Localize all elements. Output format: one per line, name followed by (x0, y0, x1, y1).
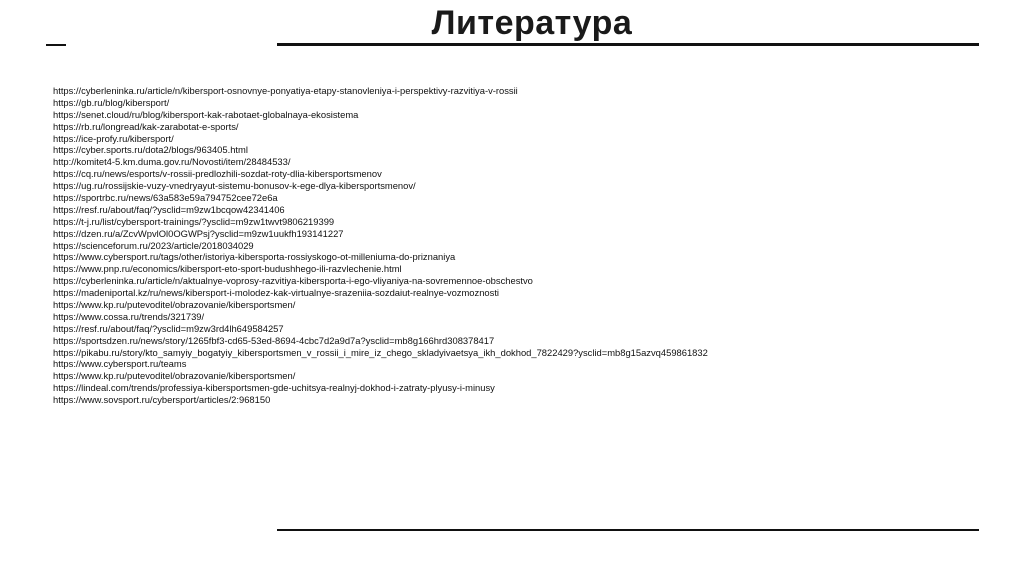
reference-link[interactable]: https://cyberleninka.ru/article/n/kibersport-osnovnye-ponyatiya-etapy-stanovleniya-i-perspektivy-razvitiya-v-rossii (53, 85, 518, 96)
reference-link[interactable]: https://cyberleninka.ru/article/n/aktualnye-voprosy-razvitiya-kibersporta-i-ego-vliyaniya-na-sovremennoe-obschestvo (53, 275, 533, 287)
reference-link[interactable]: https://rb.ru/longread/kak-zarabotat-e-sports/ (53, 120, 239, 132)
reference-link[interactable]: https://www.kp.ru/putevoditel/obrazovanie/kibersportsmen/ (53, 299, 296, 311)
reference-list (53, 85, 983, 406)
reference-link[interactable]: https://www.cossa.ru/trends/321739/ (53, 310, 205, 322)
reference-link[interactable]: https://t-j.ru/list/cybersport-trainings/?ysclid=m9zw1twvt9806219399 (53, 215, 335, 227)
slide-title: Литература (431, 4, 633, 42)
reference-link[interactable]: https://senet.cloud/ru/blog/kibersport-kak-rabotaet-globalnaya-ekosistema (53, 108, 359, 120)
reference-link[interactable]: https://www.cybersport.ru/teams (53, 358, 187, 370)
reference-link[interactable]: https://www.sovsport.ru/cybersport/articles/2:968150 (53, 394, 271, 406)
reference-link[interactable]: https://www.kp.ru/putevoditel/obrazovanie/kibersportsmen/ (53, 370, 296, 382)
reference-link[interactable]: https://resf.ru/about/faq/?ysclid=m9zw1bcqow42341406 (53, 203, 285, 215)
reference-link[interactable]: https://scienceforum.ru/2023/article/2018034029 (53, 239, 254, 251)
reference-link[interactable]: https://dzen.ru/a/ZcvWpvlOl0OGWPsj?ysclid=m9zw1uukfh193141227 (53, 227, 344, 239)
reference-link[interactable]: https://pikabu.ru/story/kto_samyiy_bogatyiy_kibersportsmen_v_rossii_i_mire_iz_chego_skladyivaetsya_ikh_dokhod_7822429?ysclid=mb8g15azvq459861832 (53, 346, 708, 358)
reference-link[interactable]: https://lindeal.com/trends/professiya-kibersportsmen-gde-uchitsya-realnyj-dokhod-i-zatraty-plyusy-i-minusy (53, 382, 495, 394)
reference-link[interactable]: https://sportrbc.ru/news/63a583e59a794752cee72e6a (53, 192, 278, 204)
title-rule-top (277, 43, 979, 46)
title-rule-left (46, 44, 66, 46)
bottom-rule (277, 529, 979, 531)
reference-link[interactable]: https://ug.ru/rossijskie-vuzy-vnedryayut-sistemu-bonusov-k-ege-dlya-kibersportsmenov/ (53, 180, 416, 192)
reference-link[interactable]: https://gb.ru/blog/kibersport/ (53, 96, 170, 108)
reference-link[interactable]: https://cq.ru/news/esports/v-rossii-predlozhili-sozdat-roty-dlia-kibersportsmenov (53, 168, 382, 180)
reference-link[interactable]: https://madeniportal.kz/ru/news/kibersport-i-molodez-kak-virtualnye-srazeniia-sozdaiut-realnye-vozmoznosti (53, 287, 500, 299)
reference-link[interactable]: https://resf.ru/about/faq/?ysclid=m9zw3rd4lh649584257 (53, 322, 284, 334)
reference-link[interactable]: https://www.pnp.ru/economics/kibersport-eto-sport-budushhego-ili-razvlechenie.html (53, 263, 402, 275)
reference-link[interactable]: http://komitet4-5.km.duma.gov.ru/Novosti/item/28484533/ (53, 156, 291, 168)
reference-link[interactable]: https://cyber.sports.ru/dota2/blogs/963405.html (53, 144, 248, 156)
reference-link[interactable]: https://ice-profy.ru/kibersport/ (53, 132, 174, 144)
reference-link[interactable]: https://sportsdzen.ru/news/story/1265fbf3-cd65-53ed-8694-4cbc7d2a9d7a?ysclid=mb8g166hrd308378417 (53, 334, 495, 346)
reference-link[interactable]: https://www.cybersport.ru/tags/other/istoriya-kibersporta-rossiyskogo-ot-milleniuma-do-priznaniya (53, 251, 456, 263)
